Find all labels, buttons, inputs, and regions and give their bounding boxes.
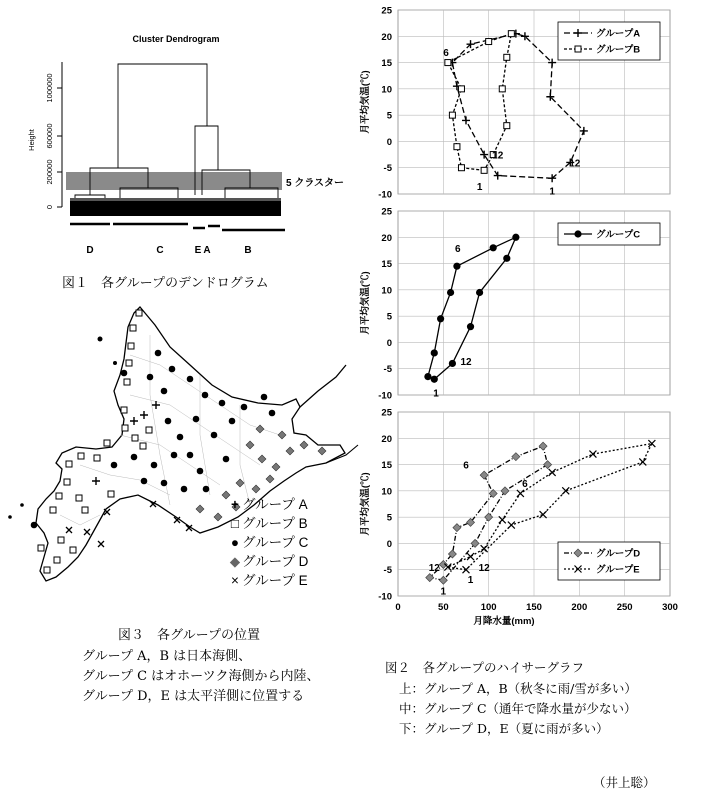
xtick-label: 250 (616, 602, 633, 613)
month-annotation: 12 (460, 356, 472, 368)
hythergraph-panel-3 (359, 408, 678, 628)
ytick-label: 5 (386, 311, 392, 323)
fig2-caption-title: 図２ 各グループのハイサーグラフ (385, 660, 585, 675)
fig3-caption-line-2: グループ C はオホーツク海側から内陸、 (82, 669, 320, 684)
data-point (424, 373, 431, 380)
legend-label: グループC (596, 229, 641, 241)
dendrogram-ylabel: Height (27, 129, 36, 151)
cut-label: 5 クラスター (286, 178, 345, 189)
data-point (454, 144, 460, 150)
fig2-caption-line-3: 下：グループ D，E（夏に雨が多い） (399, 721, 609, 736)
ytick-label: 5 (386, 512, 392, 524)
fig1-dendrogram (0, 0, 345, 270)
ytick-label: -5 (383, 565, 392, 577)
month-annotation: 1 (467, 575, 474, 587)
ytick-label: -10 (378, 189, 392, 201)
month-annotation: 12 (428, 563, 440, 575)
y-axis-label: 月平均気温(℃) (360, 472, 371, 536)
hythergraph-panel-1 (359, 6, 670, 201)
data-point (503, 255, 510, 262)
author: （井上聡） (593, 775, 656, 790)
group-label-c: C (156, 245, 164, 256)
ytick-label: -5 (383, 364, 392, 376)
data-point (481, 167, 487, 173)
fig2-hythergraphs (350, 0, 680, 640)
data-point (449, 360, 456, 367)
data-point (458, 165, 464, 171)
ytick-label: -10 (378, 591, 392, 603)
dendrogram-leaves (70, 198, 281, 216)
legend-label: グループE (596, 564, 640, 576)
month-annotation: 1 (433, 388, 439, 400)
legend-marker (575, 46, 581, 52)
data-point (467, 323, 474, 330)
fig3-caption-line-1: グループ A，B は日本海側、 (82, 649, 252, 664)
data-point (437, 315, 444, 322)
ytick-label: 25 (381, 5, 392, 17)
data-point (508, 31, 514, 37)
y-axis-label: 月平均気温(℃) (360, 70, 371, 134)
fig1-caption: 図１ 各グループのデンドログラム (62, 276, 269, 291)
ytick-600000: 600000 (45, 123, 54, 149)
fig2-caption-line-1: 上：グループ A，B（秋冬に雨/雪が多い） (399, 681, 637, 696)
group-label-b: B (244, 245, 252, 256)
month-annotation: 12 (492, 150, 504, 162)
data-point (453, 263, 460, 270)
data-point (445, 60, 451, 66)
legend-marker (574, 230, 581, 237)
hythergraph-panel-2 (359, 207, 670, 402)
legend-label: グループB (596, 44, 641, 56)
data-point (504, 123, 510, 129)
group-label-e: E (194, 245, 202, 256)
map-legend (228, 495, 368, 590)
fig3-caption-title: 図３ 各グループの位置 (118, 628, 260, 643)
fig3-map (0, 295, 370, 615)
month-annotation: 6 (522, 478, 528, 490)
data-point (431, 349, 438, 356)
month-annotation: 1 (476, 182, 483, 194)
month-annotation: 12 (569, 158, 581, 170)
y-axis-label: 月平均気温(℃) (360, 271, 371, 335)
ytick-label: 15 (381, 58, 392, 70)
legend-label: グループA (596, 28, 641, 40)
month-annotation: 6 (443, 48, 449, 60)
xtick-label: 100 (480, 602, 497, 613)
legend-item-d: ◆ グループ D (229, 554, 309, 569)
data-point (447, 289, 454, 296)
data-point (499, 86, 505, 92)
legend-item-a: + グループ A (231, 497, 308, 512)
ytick-label: 20 (381, 31, 392, 43)
ytick-label: 5 (386, 110, 392, 122)
legend-item-b: □ グループ B (230, 516, 308, 531)
ytick-1000000: 1000000 (45, 73, 54, 103)
ytick-label: 20 (381, 433, 392, 445)
legend-label: グループD (596, 548, 641, 560)
month-annotation: 6 (463, 460, 469, 472)
data-point (458, 86, 464, 92)
group-bars (70, 224, 285, 230)
month-annotation: 12 (478, 563, 490, 575)
month-annotation: 6 (455, 243, 461, 255)
ytick-label: -5 (383, 163, 392, 175)
month-annotation: 1 (440, 586, 447, 598)
ytick-label: 0 (386, 538, 392, 550)
shiretoko-peninsula (300, 365, 346, 407)
dendrogram-yticks (57, 88, 62, 207)
data-point (490, 244, 497, 251)
legend-item-c: ● グループ C (230, 535, 309, 550)
group-label-a: A (203, 245, 211, 256)
ytick-label: -10 (378, 390, 392, 402)
data-point (504, 54, 510, 60)
ytick-label: 10 (381, 486, 392, 498)
month-annotation: 1 (549, 186, 555, 198)
ytick-label: 15 (381, 460, 392, 472)
fig2-caption-line-2: 中：グループ C（通年で降水量が少ない） (399, 701, 637, 716)
ytick-label: 25 (381, 407, 392, 419)
ytick-label: 10 (381, 84, 392, 96)
fig3-caption-line-3: グループ D，E は太平洋側に位置する (82, 689, 305, 704)
xtick-label: 300 (662, 602, 678, 613)
ytick-label: 0 (386, 337, 392, 349)
data-point (476, 289, 483, 296)
xtick-label: 0 (395, 602, 401, 613)
ytick-0: 0 (45, 204, 54, 210)
ytick-label: 15 (381, 259, 392, 271)
xtick-label: 150 (526, 602, 542, 613)
ytick-label: 0 (386, 136, 392, 148)
xtick-label: 50 (438, 602, 449, 613)
group-label-d: D (86, 245, 94, 256)
data-point (486, 39, 492, 45)
data-point (431, 376, 438, 383)
legend-item-e: × グループ E (231, 573, 308, 588)
x-axis-label: 月降水量(mm) (473, 616, 535, 627)
dendrogram-title: Cluster Dendrogram (132, 34, 220, 44)
data-point (449, 112, 455, 118)
data-point (512, 234, 519, 241)
dendrogram-plot (0, 0, 345, 270)
ytick-200000: 200000 (45, 159, 54, 185)
xtick-label: 200 (571, 602, 588, 613)
ytick-label: 10 (381, 285, 392, 297)
ytick-label: 20 (381, 232, 392, 244)
ytick-label: 25 (381, 206, 392, 218)
